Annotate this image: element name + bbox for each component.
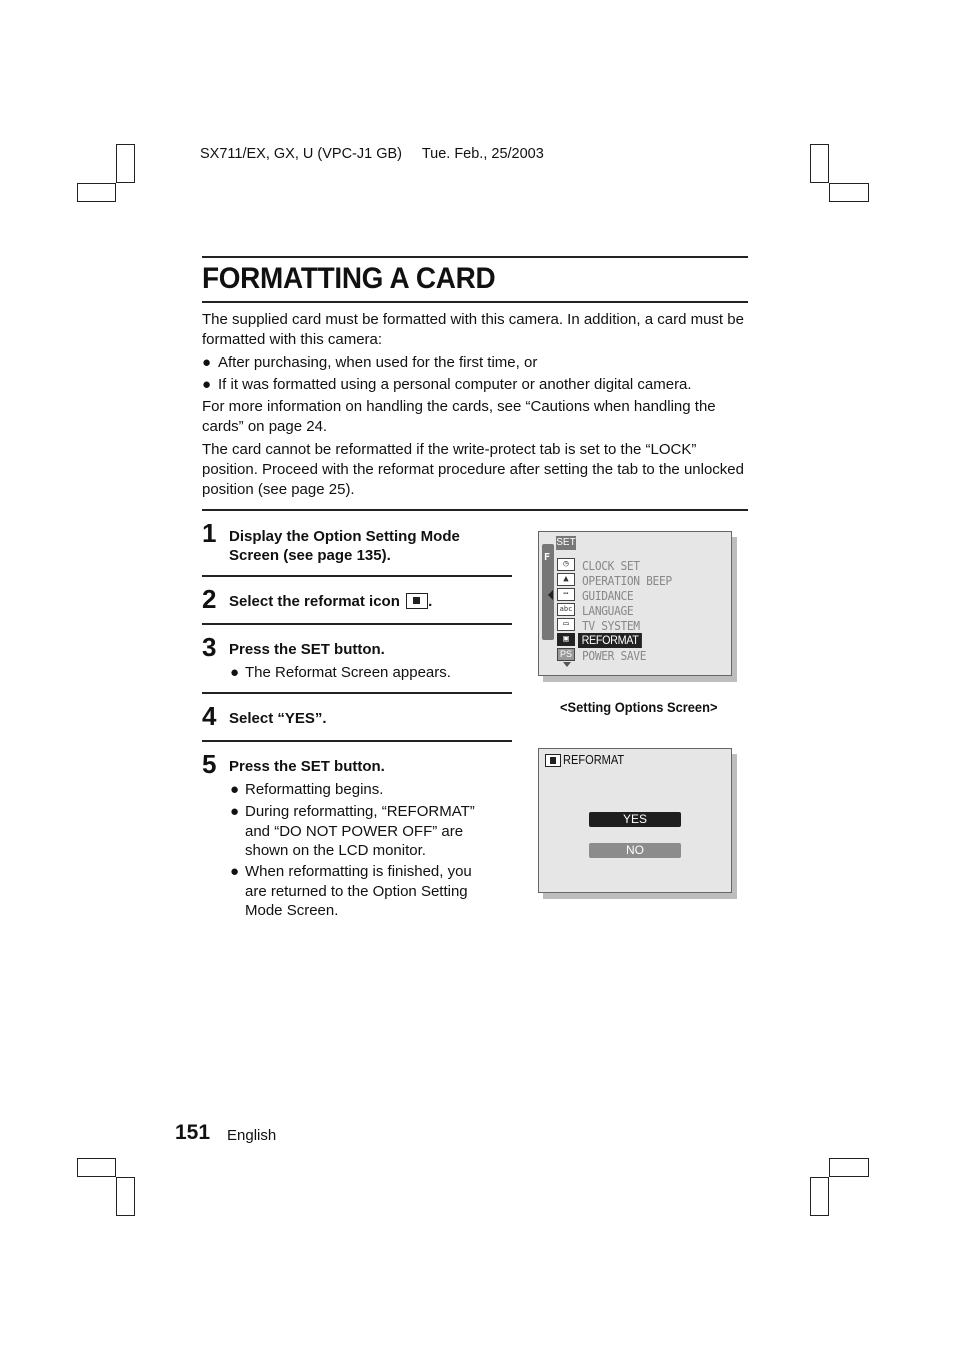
- page-title: FORMATTING A CARD: [202, 262, 496, 295]
- print-date: Tue. Feb., 25/2003: [421, 146, 544, 162]
- title-rule-bottom: [202, 301, 748, 303]
- reformat-icon: ▣: [557, 633, 575, 646]
- section-rule: [202, 509, 748, 511]
- print-header: [200, 146, 544, 162]
- intro-paragraph: The supplied card must be formatted with this camera. In addition, a card must be formatted with this camera:: [202, 311, 744, 348]
- beep-icon: ▲: [557, 573, 575, 586]
- menu-item[interactable]: CLOCK SET: [582, 558, 640, 573]
- clock-icon: ◷: [557, 558, 575, 571]
- menu-item[interactable]: POWER SAVE: [582, 648, 647, 663]
- left-arrow-icon: [548, 590, 553, 600]
- step-instruction: Press the SET button.: [229, 641, 385, 658]
- crop-mark: [810, 1177, 829, 1216]
- menu-item[interactable]: OPERATION BEEP: [582, 573, 672, 588]
- power-save-icon: PS: [557, 648, 575, 661]
- step-bullet: ● When reformatting is finished, you are returned to the Option Setting Mode Screen.: [230, 863, 472, 919]
- title-rule-top: [202, 256, 748, 258]
- language-icon: abc: [557, 603, 575, 616]
- step-bullet: ● Reformatting begins.: [230, 781, 384, 798]
- intro-paragraph: The card cannot be reformatted if the write-protect tab is set to the “LOCK” position. Proceed with the reformat procedure after setting the tab to the unlocked position (see page 25).: [202, 441, 744, 498]
- step-rule: [202, 692, 512, 694]
- step-number: 2: [202, 584, 217, 614]
- menu-item[interactable]: TV SYSTEM: [582, 618, 640, 633]
- no-button[interactable]: NO: [589, 843, 681, 858]
- yes-button[interactable]: YES: [589, 812, 681, 827]
- down-arrow-icon: [563, 662, 571, 667]
- page-number: 151: [175, 1121, 211, 1144]
- model-code: SX711/EX, GX, U (VPC-J1 GB): [200, 146, 402, 162]
- intro-paragraph: For more information on handling the cards, see “Cautions when handling the cards” on page 24.: [202, 398, 716, 435]
- crop-mark: [829, 1158, 869, 1177]
- side-tab-label: F: [544, 552, 551, 563]
- step-rule: [202, 740, 512, 742]
- step-number: 1: [202, 518, 217, 548]
- step-instruction: Display the Option Setting Mode Screen (see page 135).: [229, 528, 460, 564]
- crop-mark: [116, 144, 135, 183]
- menu-item[interactable]: GUIDANCE: [582, 588, 634, 603]
- set-label: SET: [556, 537, 576, 548]
- step-instruction: Select the reformat icon .: [229, 593, 433, 610]
- reformat-icon: [545, 754, 561, 767]
- crop-mark: [77, 1158, 116, 1177]
- setting-options-screen: [538, 531, 732, 676]
- reformat-title: REFORMAT: [563, 752, 625, 767]
- reformat-screen: [538, 748, 732, 893]
- step-rule: [202, 575, 512, 577]
- menu-item[interactable]: LANGUAGE: [582, 603, 634, 618]
- reformat-icon: [406, 593, 428, 609]
- step-rule: [202, 623, 512, 625]
- step-number: 3: [202, 632, 217, 662]
- crop-mark: [829, 183, 869, 202]
- intro-bullet: ● If it was formatted using a personal computer or another digital camera.: [202, 376, 692, 393]
- menu-item-selected[interactable]: REFORMAT: [578, 633, 642, 648]
- step-bullet: ● During reformatting, “REFORMAT” and “DO NOT POWER OFF” are shown on the LCD monitor.: [230, 803, 475, 859]
- tv-icon: ▭: [557, 618, 575, 631]
- step-number: 5: [202, 749, 217, 779]
- step-bullet: ● The Reformat Screen appears.: [230, 664, 451, 681]
- language-label: English: [227, 1127, 277, 1144]
- guidance-icon: ⋯: [557, 588, 575, 601]
- crop-mark: [810, 144, 829, 183]
- step-instruction: Press the SET button.: [229, 758, 385, 775]
- intro-bullet: ● After purchasing, when used for the first time, or: [202, 354, 538, 371]
- crop-mark: [77, 183, 116, 202]
- screen-caption: <Setting Options Screen>: [560, 699, 718, 715]
- step-instruction: Select “YES”.: [229, 710, 327, 727]
- step-number: 4: [202, 701, 217, 731]
- crop-mark: [116, 1177, 135, 1216]
